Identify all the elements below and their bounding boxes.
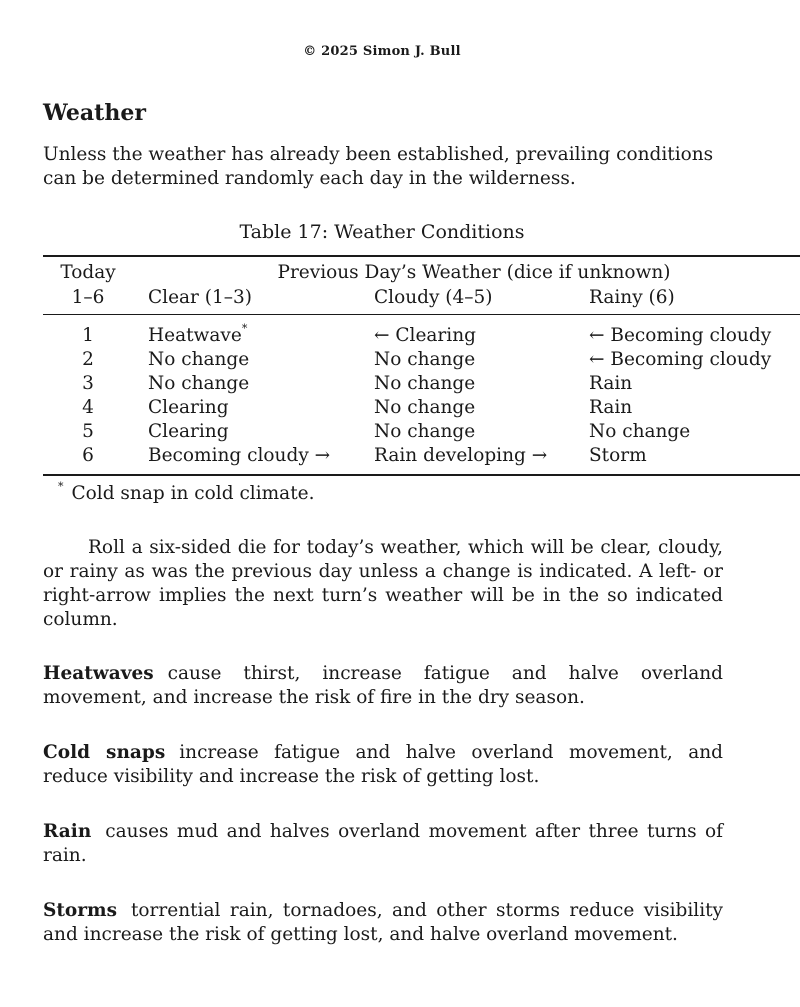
definition-text: causes mud and halves overland movement after three turns of rain. — [43, 821, 723, 866]
copyright-notice: © 2025 Simon J. Bull — [303, 44, 461, 59]
table-top-rule — [43, 255, 800, 257]
row-rainy: ← Becoming cloudy — [589, 349, 772, 370]
header-previous-weather: Previous Day’s Weather (dice if unknown) — [277, 262, 671, 283]
row-rainy: Rain — [589, 397, 633, 418]
table-header-rule — [43, 314, 800, 315]
row-cloudy: No change — [374, 421, 476, 442]
row-clear: No change — [148, 373, 250, 394]
row-roll: 4 — [82, 397, 94, 418]
row-rainy: ← Becoming cloudy — [589, 325, 772, 346]
row-cloudy: No change — [374, 373, 476, 394]
row-roll: 2 — [82, 349, 94, 370]
header-today-label: Today — [60, 262, 116, 283]
table-footnote — [58, 479, 315, 506]
row-clear: Clearing — [148, 397, 229, 418]
definition-term: Cold snaps — [43, 742, 166, 763]
definition-heatwaves — [43, 662, 723, 710]
definition-cold-snaps — [43, 741, 723, 789]
definition-rain — [43, 820, 723, 868]
section-title: Weather — [43, 100, 146, 126]
table-caption: Table 17: Weather Conditions — [239, 221, 525, 243]
header-col-cloudy: Cloudy (4–5) — [374, 287, 493, 308]
footnote-marker: * — [58, 479, 64, 493]
row-clear: Clearing — [148, 421, 229, 442]
row-roll: 5 — [82, 421, 94, 442]
header-col-rainy: Rainy (6) — [589, 287, 675, 308]
definition-text: torrential rain, tornadoes, and other storms reduce visibility and increase the risk of getting lost, and halve overland movement. — [43, 900, 723, 945]
row-roll: 3 — [82, 373, 94, 394]
row-cloudy: Rain developing → — [374, 445, 548, 466]
definition-text: cause thirst, increase fatigue and halve overland movement, and increase the risk of fire in the dry season. — [43, 663, 723, 708]
row-rainy: Rain — [589, 373, 633, 394]
row-cloudy: No change — [374, 397, 476, 418]
header-col-clear: Clear (1–3) — [148, 287, 252, 308]
row-roll: 1 — [82, 325, 94, 346]
header-today-range: 1–6 — [71, 287, 105, 308]
row-clear — [148, 321, 248, 348]
row-rainy: Storm — [589, 445, 647, 466]
footnote-marker: * — [241, 321, 248, 335]
row-rainy: No change — [589, 421, 691, 442]
footnote-text: Cold snap in cold climate. — [71, 483, 315, 504]
row-clear: No change — [148, 349, 250, 370]
table-bottom-rule — [43, 474, 800, 476]
row-roll: 6 — [82, 445, 94, 466]
definition-text: increase fatigue and halve overland movement, and reduce visibility and increase the risk of getting lost. — [43, 742, 723, 787]
row-clear: Becoming cloudy → — [148, 445, 331, 466]
roll-paragraph: Roll a six-sided die for today’s weather, which will be clear, cloudy, or rainy as was the previous day unless a change is indicated. A left- or right-arrow implies the next turn’s weather will be in the so indicated column. — [43, 537, 723, 630]
definition-term: Rain — [43, 821, 92, 842]
row-clear-text: Heatwave — [148, 325, 242, 346]
definition-term: Storms — [43, 900, 117, 921]
definition-term: Heatwaves — [43, 663, 154, 684]
intro-paragraph: Unless the weather has already been established, prevailing conditions can be determined randomly each day in the wilderness. — [43, 144, 714, 189]
definition-storms — [43, 899, 723, 947]
row-cloudy: No change — [374, 349, 476, 370]
row-cloudy: ← Clearing — [374, 325, 476, 346]
